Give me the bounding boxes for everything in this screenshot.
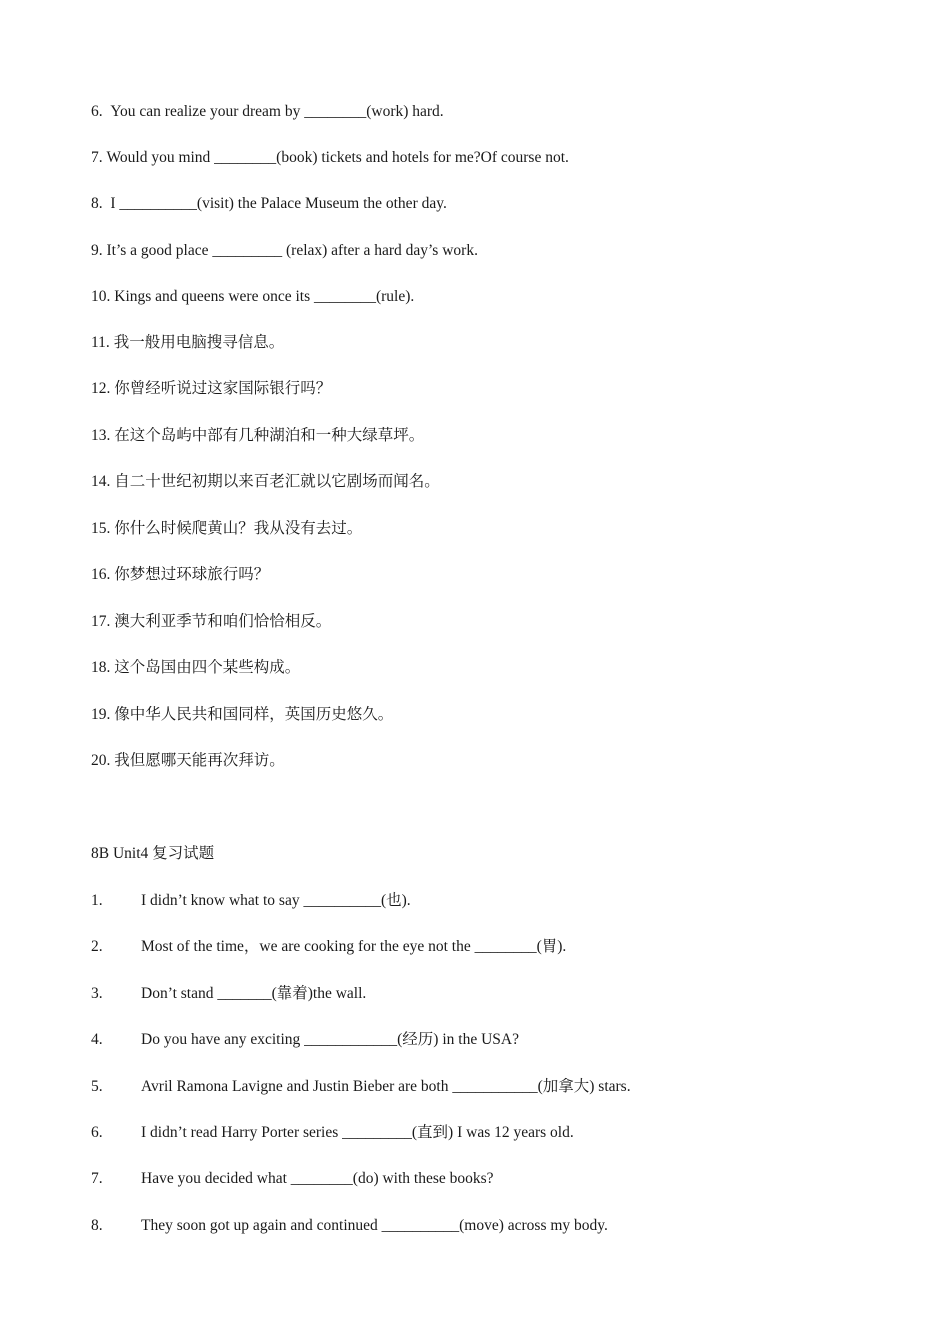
question-number: 14. xyxy=(91,473,115,490)
question-number: 8. xyxy=(91,195,111,212)
question-number: 2. xyxy=(91,938,103,955)
question-item xyxy=(91,1030,519,1050)
question-text: It’s a good place _________ (relax) after a hard day’s work. xyxy=(106,242,478,259)
question-text: I __________(visit) the Palace Museum the other day. xyxy=(110,195,447,212)
question-item xyxy=(91,333,284,353)
question-text: 我一般用电脑搜寻信息。 xyxy=(113,334,285,351)
question-number: 10. xyxy=(91,288,115,305)
question-number: 15. xyxy=(91,520,115,537)
question-number: 9. xyxy=(91,242,107,259)
question-text: Would you mind ________(book) tickets and hotels for me?Of course not. xyxy=(106,149,569,166)
question-number: 17. xyxy=(91,613,115,630)
question-item xyxy=(91,102,444,122)
question-text: Don’t stand _______(靠着)the wall. xyxy=(141,985,367,1002)
question-number: 6. xyxy=(91,103,111,120)
question-item xyxy=(91,891,411,911)
question-text: I didn’t read Harry Porter series _________(直到) I was 12 years old. xyxy=(141,1124,574,1141)
question-item xyxy=(91,287,414,307)
question-text: 我但愿哪天能再次拜访。 xyxy=(114,752,285,769)
question-text: Have you decided what ________(do) with these books? xyxy=(141,1170,494,1187)
question-text: 像中华人民共和国同样，英国历史悠久。 xyxy=(114,706,394,723)
question-item xyxy=(91,519,362,539)
question-number: 1. xyxy=(91,892,103,909)
question-number: 12. xyxy=(91,380,115,397)
question-number: 20. xyxy=(91,752,115,769)
question-item xyxy=(91,426,424,446)
question-item xyxy=(91,1123,574,1143)
question-item xyxy=(91,1216,608,1236)
question-text: Kings and queens were once its ________(rule). xyxy=(114,288,415,305)
question-item xyxy=(91,241,478,261)
question-number: 6. xyxy=(91,1124,103,1141)
question-item xyxy=(91,984,366,1004)
question-text: 这个岛国由四个某些构成。 xyxy=(114,659,301,676)
question-number: 3. xyxy=(91,985,103,1002)
question-text: 澳大利亚季节和咱们恰恰相反。 xyxy=(114,613,332,630)
question-number: 7. xyxy=(91,149,107,166)
question-number: 19. xyxy=(91,706,115,723)
question-item xyxy=(91,1169,494,1189)
question-item xyxy=(91,705,393,725)
question-number: 5. xyxy=(91,1078,103,1095)
question-item xyxy=(91,565,269,585)
question-number: 7. xyxy=(91,1170,103,1187)
question-number: 16. xyxy=(91,566,115,583)
question-text: 自二十世纪初期以来百老汇就以它剧场而闻名。 xyxy=(114,473,440,490)
question-item xyxy=(91,194,447,214)
question-item xyxy=(91,148,569,168)
question-item xyxy=(91,751,285,771)
question-text: 你什么时候爬黄山？我从没有去过。 xyxy=(114,520,363,537)
question-item xyxy=(91,937,566,957)
question-number: 13. xyxy=(91,427,115,444)
question-text: 在这个岛屿中部有几种湖泊和一种大绿草坪。 xyxy=(114,427,425,444)
question-text: I didn’t know what to say __________(也). xyxy=(141,892,411,909)
question-text: Most of the time，we are cooking for the eye not the ________(胃). xyxy=(141,938,567,955)
question-number: 11. xyxy=(91,334,114,351)
question-item xyxy=(91,379,331,399)
section-title: 8B Unit4 复习试题 xyxy=(91,845,215,862)
question-text: You can realize your dream by ________(work) hard. xyxy=(110,103,444,120)
question-item xyxy=(91,612,331,632)
question-text: Do you have any exciting ____________(经历) in the USA? xyxy=(141,1031,519,1048)
question-number: 8. xyxy=(91,1217,103,1234)
question-number: 4. xyxy=(91,1031,103,1048)
question-item xyxy=(91,472,440,492)
question-text: Avril Ramona Lavigne and Justin Bieber are both ___________(加拿大) stars. xyxy=(141,1078,631,1095)
question-text: They soon got up again and continued __________(move) across my body. xyxy=(141,1217,608,1234)
question-text: 你曾经听说过这家国际银行吗？ xyxy=(114,380,332,397)
question-item xyxy=(91,658,300,678)
question-number: 18. xyxy=(91,659,115,676)
question-item xyxy=(91,1077,631,1097)
question-text: 你梦想过环球旅行吗？ xyxy=(114,566,270,583)
